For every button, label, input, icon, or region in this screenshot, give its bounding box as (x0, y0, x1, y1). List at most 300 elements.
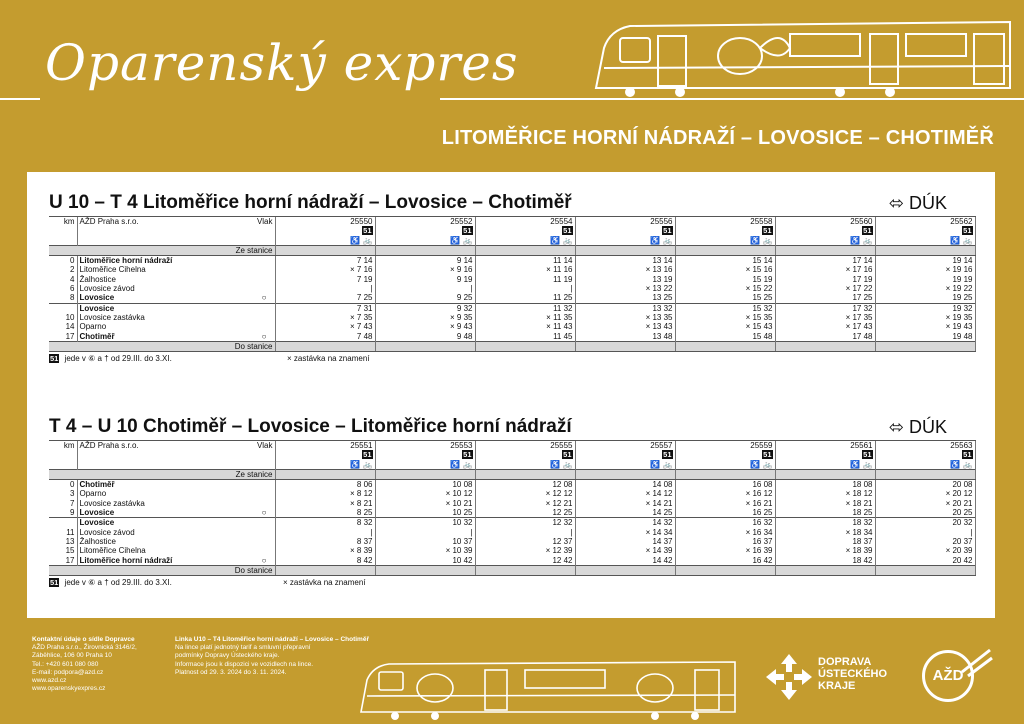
departure-time: | (375, 528, 475, 537)
station-name (77, 332, 275, 342)
departure-time: 19 48 (875, 332, 975, 342)
from-station-label: Ze stanice (49, 245, 275, 255)
departure-time: × 10 39 (375, 546, 475, 555)
departure-time: 15 14 (675, 256, 775, 266)
departure-time: × 18 34 (775, 528, 875, 537)
km-value: 7 (70, 498, 75, 508)
departure-time: × 16 39 (675, 546, 775, 555)
station-row (49, 265, 975, 274)
departure-time: × 20 21 (875, 499, 975, 508)
km-value: 17 (65, 555, 75, 565)
departure-time: 8 37 (275, 537, 375, 546)
operator-cell (77, 441, 275, 451)
wheelchair-bicycle-icon: ♿ 🚲 (375, 460, 475, 470)
departure-time: 8 25 (275, 508, 375, 518)
train-illustration-icon (590, 8, 1022, 100)
from-station-label: Ze stanice (49, 469, 275, 479)
grey-cell (875, 469, 975, 479)
station-label: Žalhostice (79, 274, 116, 284)
station-name (77, 508, 275, 518)
grey-cell (275, 341, 375, 351)
doprava-logo-icon (764, 652, 814, 702)
km-value: 3 (70, 489, 75, 499)
train-number: 25557 (575, 441, 675, 451)
transfer-icon: ○ (261, 293, 267, 303)
operator-name: AŽD Praha s.r.o. (79, 441, 139, 450)
wheelchair-bicycle-icon: ♿ 🚲 (575, 460, 675, 470)
azd-logo-text: AŽD (932, 667, 964, 684)
departure-time: 16 32 (675, 518, 775, 528)
station-name (77, 518, 275, 528)
departure-time: 9 14 (375, 256, 475, 266)
station-row (49, 275, 975, 284)
departure-time: × 16 34 (675, 528, 775, 537)
train-number: 25555 (475, 441, 575, 451)
station-name (77, 284, 275, 293)
departure-time: 17 48 (775, 332, 875, 342)
timetable-section-2 (49, 416, 975, 590)
line-info-text: Na lince platí jednotný tarif a smluvní přepravní (175, 644, 311, 652)
departure-time: × 11 16 (475, 265, 575, 274)
departure-time: 15 25 (675, 293, 775, 303)
line-badge: 51 (563, 226, 572, 236)
grey-cell (775, 245, 875, 255)
departure-time: 11 19 (475, 275, 575, 284)
grey-cell (675, 469, 775, 479)
train-number: 25551 (275, 441, 375, 451)
departure-time: 17 19 (775, 275, 875, 284)
line-badge-cell (475, 450, 575, 459)
departure-time: 16 08 (675, 480, 775, 490)
timetable-header (49, 416, 975, 440)
transfer-icon: ○ (261, 555, 267, 565)
departure-time: × 9 43 (375, 322, 475, 331)
departure-time: × 18 12 (775, 489, 875, 498)
departure-time: × 19 43 (875, 322, 975, 331)
line-badge-cell (675, 450, 775, 459)
departure-time: 8 42 (275, 556, 375, 566)
station-row (49, 499, 975, 508)
station-row (49, 313, 975, 322)
station-label: Chotiměř (79, 331, 115, 341)
logo-line: KRAJE (818, 680, 856, 692)
departure-time: × 12 21 (475, 499, 575, 508)
km-value (49, 518, 77, 528)
departure-time: × 11 35 (475, 313, 575, 322)
departure-time: × 14 21 (575, 499, 675, 508)
departure-time: × 18 21 (775, 499, 875, 508)
departure-time: 9 25 (375, 293, 475, 303)
departure-time: 13 25 (575, 293, 675, 303)
line-badge-cell (575, 226, 675, 235)
grey-cell (475, 341, 575, 351)
departure-time: 14 25 (575, 508, 675, 518)
departure-time: 20 42 (875, 556, 975, 566)
departure-time: 8 32 (275, 518, 375, 528)
footnote (49, 578, 975, 590)
departure-time: 9 48 (375, 332, 475, 342)
departure-time: 20 32 (875, 518, 975, 528)
departure-time: 15 48 (675, 332, 775, 342)
timetable-title: T 4 – U 10 Chotiměř – Lovosice – Litoměřice horní nádraží (49, 416, 572, 437)
station-name (77, 293, 275, 303)
empty-cell (77, 460, 275, 470)
request-stop-note: × zastávka na znamení (283, 578, 366, 588)
station-label: Litoměřice Cihelna (79, 546, 146, 556)
doprava-logo-text (818, 656, 887, 692)
departure-time: × 14 12 (575, 489, 675, 498)
station-row (49, 489, 975, 498)
empty-cell (77, 450, 275, 459)
departure-time: 19 25 (875, 293, 975, 303)
logo-line: DOPRAVA (818, 656, 872, 668)
station-label: Lovosice (79, 303, 115, 313)
wheelchair-bicycle-icon: ♿ 🚲 (875, 460, 975, 470)
departure-time: 17 25 (775, 293, 875, 303)
wheelchair-bicycle-icon: ♿ 🚲 (575, 236, 675, 246)
departure-time: × 20 12 (875, 489, 975, 498)
departure-time: × 15 16 (675, 265, 775, 274)
train-number: 25560 (775, 217, 875, 227)
departure-time: 12 42 (475, 556, 575, 566)
station-row (49, 480, 975, 490)
departure-time: 7 31 (275, 303, 375, 313)
departure-time: 9 19 (375, 275, 475, 284)
station-label: Žalhostice (79, 536, 116, 546)
departure-time: × 15 35 (675, 313, 775, 322)
grey-cell (875, 341, 975, 351)
train-number: 25554 (475, 217, 575, 227)
line-badge: 51 (763, 226, 772, 236)
departure-time: × 9 16 (375, 265, 475, 274)
empty-cell (49, 460, 77, 470)
line-badge: 51 (963, 450, 972, 460)
departure-time: 16 42 (675, 556, 775, 566)
wheelchair-bicycle-icon: ♿ 🚲 (675, 460, 775, 470)
station-row (49, 284, 975, 293)
wheelchair-bicycle-icon: ♿ 🚲 (375, 236, 475, 246)
grey-cell (875, 245, 975, 255)
azd-swoosh-icon (960, 648, 994, 678)
departure-time: 18 37 (775, 537, 875, 546)
departure-time: × 12 39 (475, 546, 575, 555)
km-value: 0 (70, 480, 75, 490)
departure-time: 7 25 (275, 293, 375, 303)
empty-cell (49, 236, 77, 246)
station-row (49, 293, 975, 303)
station-row (49, 528, 975, 537)
station-row (49, 322, 975, 331)
departure-time: 9 32 (375, 303, 475, 313)
km-value: 8 (70, 293, 75, 303)
station-row (49, 508, 975, 518)
departure-time: 10 25 (375, 508, 475, 518)
logo-line: ÚSTECKÉHO (818, 668, 888, 680)
km-header: km (49, 441, 77, 451)
line-badge: 51 (50, 354, 59, 364)
empty-cell (77, 226, 275, 235)
departure-time: 15 32 (675, 303, 775, 313)
departure-time: 11 14 (475, 256, 575, 266)
train-label: Vlak (256, 217, 273, 226)
departure-time: × 18 39 (775, 546, 875, 555)
station-row (49, 332, 975, 342)
km-value: 0 (70, 256, 75, 266)
station-name (77, 528, 275, 537)
km-value: 2 (70, 265, 75, 275)
contact-heading: Kontaktní údaje o sídle Dopravce (32, 636, 135, 643)
departure-time: 14 42 (575, 556, 675, 566)
brand-logo: Oparenský expres (45, 34, 519, 92)
line-info-text: podmínky Dopravy Ústeckého kraje. (175, 652, 280, 660)
station-name (77, 489, 275, 498)
decor-line-left (0, 98, 40, 100)
departure-time: × 15 22 (675, 284, 775, 293)
station-row (49, 556, 975, 566)
line-badge-cell (275, 226, 375, 235)
wheelchair-bicycle-icon: ♿ 🚲 (275, 460, 375, 470)
departure-time: × 15 43 (675, 322, 775, 331)
km-value: 4 (70, 274, 75, 284)
departure-time: | (275, 528, 375, 537)
station-label: Lovosice zastávka (79, 312, 145, 322)
line-badge: 51 (663, 450, 672, 460)
grey-cell (375, 245, 475, 255)
line-badge: 51 (863, 226, 872, 236)
departure-time: 7 19 (275, 275, 375, 284)
station-name (77, 499, 275, 508)
line-badge-cell (875, 450, 975, 459)
timetable-card (27, 172, 995, 618)
departure-time: 18 42 (775, 556, 875, 566)
train-number: 25556 (575, 217, 675, 227)
route-title: LITOMĚŘICE HORNÍ NÁDRAŽÍ – LOVOSICE – CHOTIMĚŘ (441, 127, 994, 149)
departure-time: × 12 12 (475, 489, 575, 498)
grey-cell (675, 245, 775, 255)
km-value: 11 (66, 527, 75, 537)
footnote-text: jede v ⑥ a † od 29.III. do 3.XI. (64, 578, 172, 588)
station-label: Chotiměř (79, 480, 115, 490)
timetable-section-1 (49, 192, 975, 366)
departure-time: 10 37 (375, 537, 475, 546)
wheelchair-bicycle-icon: ♿ 🚲 (475, 236, 575, 246)
station-label: Oparno (79, 322, 107, 332)
station-label: Lovosice (79, 518, 115, 528)
departure-time: 12 37 (475, 537, 575, 546)
departure-time: × 13 16 (575, 265, 675, 274)
departure-time: × 8 21 (275, 499, 375, 508)
departure-time: 14 32 (575, 518, 675, 528)
duk-label: ⬄ DÚK (888, 193, 947, 213)
line-info-text: Platnost od 29. 3. 2024 do 3. 11. 2024. (175, 668, 287, 676)
departure-time: × 19 22 (875, 284, 975, 293)
station-label: Lovosice (79, 293, 115, 303)
contact-line: www.azd.cz (32, 677, 67, 685)
departure-time: 11 45 (475, 332, 575, 342)
grey-cell (375, 341, 475, 351)
departure-time: × 13 35 (575, 313, 675, 322)
station-label: Oparno (79, 489, 107, 499)
line-badge-cell (575, 450, 675, 459)
grey-cell (575, 469, 675, 479)
timetable-grid (49, 440, 975, 576)
departure-time: × 7 35 (275, 313, 375, 322)
grey-cell (375, 469, 475, 479)
timetable-title: U 10 – T 4 Litoměřice horní nádraží – Lovosice – Chotiměř (49, 192, 572, 213)
contact-info (32, 636, 137, 693)
contact-line: www.oparenskyexpres.cz (32, 685, 106, 693)
departure-time: 10 42 (375, 556, 475, 566)
departure-time: × 19 35 (875, 313, 975, 322)
departure-time: 20 25 (875, 508, 975, 518)
departure-time: 16 25 (675, 508, 775, 518)
wheelchair-bicycle-icon: ♿ 🚲 (675, 236, 775, 246)
grey-cell (775, 469, 875, 479)
grey-cell (575, 245, 675, 255)
station-name (77, 265, 275, 274)
wheelchair-bicycle-icon: ♿ 🚲 (775, 236, 875, 246)
to-station-label: Do stanice (49, 565, 275, 575)
km-value: 9 (70, 508, 75, 518)
departure-time: 10 08 (375, 480, 475, 490)
line-badge-cell (875, 226, 975, 235)
train-number: 25558 (675, 217, 775, 227)
line-badge: 51 (463, 450, 472, 460)
station-name (77, 322, 275, 331)
departure-time: 19 14 (875, 256, 975, 266)
km-header: km (49, 217, 77, 227)
departure-time: 12 25 (475, 508, 575, 518)
departure-time: 13 32 (575, 303, 675, 313)
timetable-grid (49, 216, 975, 352)
departure-time: 7 48 (275, 332, 375, 342)
departure-time: × 7 43 (275, 322, 375, 331)
km-value: 14 (65, 322, 75, 332)
departure-time: 16 37 (675, 537, 775, 546)
line-badge: 51 (463, 226, 472, 236)
station-name (77, 556, 275, 566)
request-stop-note: × zastávka na znamení (287, 354, 370, 364)
departure-time: 12 08 (475, 480, 575, 490)
departure-time: 13 14 (575, 256, 675, 266)
departure-time: × 17 43 (775, 322, 875, 331)
grey-cell (675, 565, 775, 575)
departure-time: 7 14 (275, 256, 375, 266)
km-value: 10 (65, 312, 75, 322)
empty-cell (49, 226, 77, 235)
line-badge-cell (775, 450, 875, 459)
station-row (49, 256, 975, 266)
grey-cell (575, 565, 675, 575)
train-number: 25563 (875, 441, 975, 451)
departure-time: | (875, 528, 975, 537)
duk-arrow-icon: ⬄ (888, 193, 904, 213)
departure-time: × 16 12 (675, 489, 775, 498)
station-label: Lovosice závod (79, 284, 135, 294)
grey-cell (575, 341, 675, 351)
departure-time: × 11 43 (475, 322, 575, 331)
station-name (77, 537, 275, 546)
empty-cell (49, 450, 77, 459)
departure-time: × 8 39 (275, 546, 375, 555)
to-station-label: Do stanice (49, 341, 275, 351)
line-badge: 51 (363, 450, 372, 460)
station-name (77, 480, 275, 490)
grey-cell (275, 469, 375, 479)
station-label: Lovosice zastávka (79, 498, 145, 508)
grey-cell (475, 469, 575, 479)
contact-line: AŽD Praha s.r.o., Žirovnická 3146/2, (32, 644, 137, 652)
transfer-icon: ○ (261, 508, 267, 518)
train-number: 25550 (275, 217, 375, 227)
line-badge: 51 (763, 450, 772, 460)
departure-time: × 14 39 (575, 546, 675, 555)
grey-cell (275, 245, 375, 255)
departure-time: 18 25 (775, 508, 875, 518)
duk-arrow-icon: ⬄ (888, 417, 904, 437)
duk-label: ⬄ DÚK (888, 417, 947, 437)
departure-time: × 13 43 (575, 322, 675, 331)
departure-time: × 9 35 (375, 313, 475, 322)
departure-time: × 16 21 (675, 499, 775, 508)
departure-time: 20 37 (875, 537, 975, 546)
station-name (77, 256, 275, 266)
station-label: Lovosice (79, 508, 115, 518)
station-label: Litoměřice Cihelna (79, 265, 146, 275)
departure-time: 12 32 (475, 518, 575, 528)
transfer-icon: ○ (261, 331, 267, 341)
station-row (49, 303, 975, 313)
footnote (49, 354, 975, 366)
grey-cell (875, 565, 975, 575)
line-info (175, 636, 369, 677)
departure-time: | (475, 528, 575, 537)
departure-time: × 7 16 (275, 265, 375, 274)
wheelchair-bicycle-icon: ♿ 🚲 (875, 236, 975, 246)
departure-time: × 17 35 (775, 313, 875, 322)
line-badge-cell (775, 226, 875, 235)
departure-time: 15 19 (675, 275, 775, 284)
station-name (77, 275, 275, 284)
station-row (49, 537, 975, 546)
line-badge-cell (475, 226, 575, 235)
footnote-text: jede v ⑥ a † od 29.III. do 3.XI. (64, 354, 172, 364)
station-name (77, 313, 275, 322)
empty-cell (77, 236, 275, 246)
line-heading: Linka U10 – T4 Litoměřice horní nádraží – Lovosice – Chotiměř (175, 636, 369, 643)
departure-time: × 10 12 (375, 489, 475, 498)
operator-name: AŽD Praha s.r.o. (79, 217, 139, 226)
station-row (49, 518, 975, 528)
departure-time: | (275, 284, 375, 293)
km-value: 15 (65, 546, 75, 556)
station-row (49, 546, 975, 555)
station-label: Litoměřice horní nádraží (79, 555, 173, 565)
departure-time: 11 25 (475, 293, 575, 303)
station-label: Lovosice závod (79, 527, 135, 537)
departure-time: × 13 22 (575, 284, 675, 293)
departure-time: × 19 16 (875, 265, 975, 274)
departure-time: 14 08 (575, 480, 675, 490)
line-info-text: Informace jsou k dispozici ve vozidlech na lince. (175, 660, 314, 668)
timetable-table (49, 440, 975, 576)
operator-cell (77, 217, 275, 227)
contact-line: Tel.: +420 601 080 080 (32, 660, 99, 668)
departure-time: × 20 39 (875, 546, 975, 555)
line-badge: 51 (963, 226, 972, 236)
departure-time: × 10 21 (375, 499, 475, 508)
departure-time: 17 14 (775, 256, 875, 266)
